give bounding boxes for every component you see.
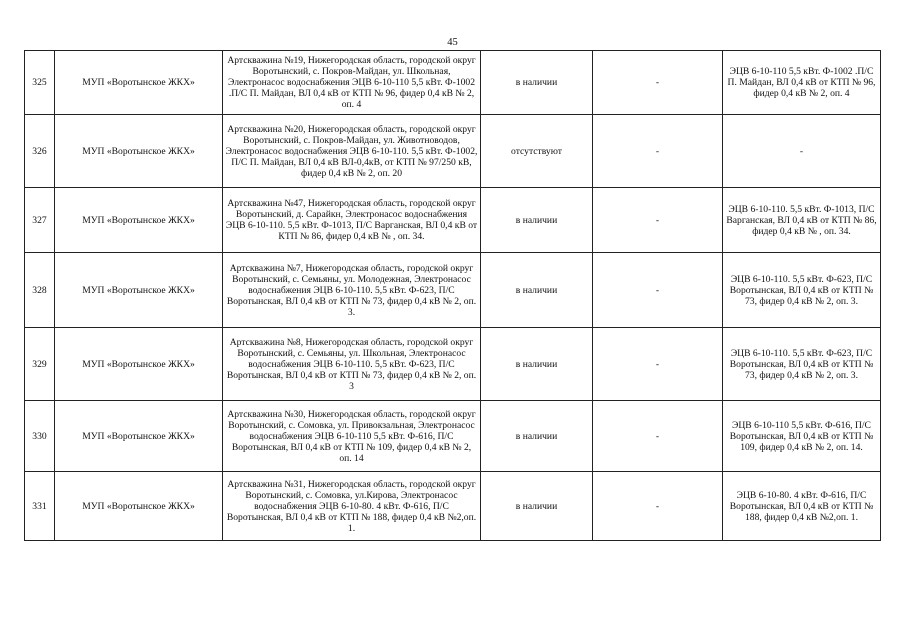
- organization-cell: МУП «Воротынское ЖКХ»: [55, 51, 223, 115]
- status-cell: в наличии: [481, 188, 593, 253]
- dash-cell: -: [593, 253, 723, 328]
- table-row: [25, 401, 881, 472]
- table-row: [25, 472, 881, 541]
- status-cell: отсутствуют: [481, 115, 593, 188]
- organization-cell: МУП «Воротынское ЖКХ»: [55, 188, 223, 253]
- table-row: [25, 253, 881, 328]
- organization-cell: МУП «Воротынское ЖКХ»: [55, 253, 223, 328]
- equipment-cell: ЭЦВ 6-10-110. 5,5 кВт. Ф-623, П/С Воротынская, ВЛ 0,4 кВ от КТП № 73, фидер 0,4 кВ № 2, оп. 3.: [723, 328, 881, 401]
- row-number: 330: [25, 401, 55, 472]
- dash-cell: -: [593, 51, 723, 115]
- row-number: 331: [25, 472, 55, 541]
- object-description-cell: Артскважина №8, Нижегородская область, городской округ Воротынский, с. Семьяны, ул. Школьная, Электронасос водоснабжения ЭЦВ 6-10-110. 5,5 кВт. Ф-623, П/С Воротынская, ВЛ 0,4 кВ от КТП № 73, фидер 0,4 кВ № 2, оп. 3: [223, 328, 481, 401]
- status-cell: в наличии: [481, 472, 593, 541]
- object-description-cell: Артскважина №47, Нижегородская область, городской округ Воротынский, д. Сарайкн, Электронасос водоснабжения ЭЦВ 6-10-110. 5,5 кВт. Ф-1013, П/С Варганская, ВЛ 0,4 кВ от КТП № 86, фидер 0,4 кВ № , оп. 34.: [223, 188, 481, 253]
- equipment-cell: ЭЦВ 6-10-110. 5,5 кВт. Ф-1013, П/С Варганская, ВЛ 0,4 кВ от КТП № 86, фидер 0,4 кВ № , оп. 34.: [723, 188, 881, 253]
- status-cell: в наличии: [481, 401, 593, 472]
- status-cell: в наличии: [481, 51, 593, 115]
- organization-cell: МУП «Воротынское ЖКХ»: [55, 115, 223, 188]
- dash-cell: -: [593, 472, 723, 541]
- equipment-cell: -: [723, 115, 881, 188]
- organization-cell: МУП «Воротынское ЖКХ»: [55, 328, 223, 401]
- page-number: 45: [447, 37, 458, 48]
- organization-cell: МУП «Воротынское ЖКХ»: [55, 472, 223, 541]
- registry-table: [24, 50, 881, 541]
- row-number: 329: [25, 328, 55, 401]
- equipment-cell: ЭЦВ 6-10-110. 5,5 кВт. Ф-623, П/С Воротынская, ВЛ 0,4 кВ от КТП № 73, фидер 0,4 кВ № 2, оп. 3.: [723, 253, 881, 328]
- equipment-cell: ЭЦВ 6-10-110 5,5 кВт. Ф-616, П/С Воротынская, ВЛ 0,4 кВ от КТП № 109, фидер 0,4 кВ № 2, оп. 14.: [723, 401, 881, 472]
- status-cell: в наличии: [481, 328, 593, 401]
- table-row: [25, 51, 881, 115]
- table-row: [25, 328, 881, 401]
- dash-cell: -: [593, 328, 723, 401]
- object-description-cell: Артскважина №30, Нижегородская область, городской округ Воротынский, с. Сомовка, ул. Привокзальная, Электронасос водоснабжения ЭЦВ 6-10-110 5,5 кВт. Ф-616, П/С Воротынская, ВЛ 0,4 кВ от КТП № 109, фидер 0,4 кВ № 2, оп. 14: [223, 401, 481, 472]
- table-row: [25, 188, 881, 253]
- object-description-cell: Артскважина №20, Нижегородская область, городской округ Воротынский, с. Покров-Майдан, ул. Животноводов, Электронасос водоснабжения ЭЦВ 6-10-110. 5,5 кВт. Ф-1002, П/С П. Майдан, ВЛ 0,4 кВ ВЛ-0,4кВ, от КТП № 97/250 кВ, фидер 0,4 кВ № 2, оп. 20: [223, 115, 481, 188]
- equipment-cell: ЭЦВ 6-10-110 5,5 кВт. Ф-1002 .П/С П. Майдан, ВЛ 0,4 кВ от КТП № 96, фидер 0,4 кВ № 2, оп. 4: [723, 51, 881, 115]
- row-number: 325: [25, 51, 55, 115]
- object-description-cell: Артскважина №31, Нижегородская область, городской округ Воротынский, с. Сомовка, ул.Кирова, Электронасос водоснабжения ЭЦВ 6-10-80. 4 кВт. Ф-616, П/С Воротынская, ВЛ 0,4 кВ от КТП № 188, фидер 0,4 кВ №2,оп. 1.: [223, 472, 481, 541]
- table-row: [25, 115, 881, 188]
- object-description-cell: Артскважина №19, Нижегородская область, городской округ Воротынский, с. Покров-Майдан, ул. Школьная, Электронасос водоснабжения ЭЦВ 6-10-110 5,5 кВт. Ф-1002 .П/С П. Майдан, ВЛ 0,4 кВ от КТП № 96, фидер 0,4 кВ № 2, оп. 4: [223, 51, 481, 115]
- dash-cell: -: [593, 188, 723, 253]
- dash-cell: -: [593, 401, 723, 472]
- status-cell: в наличии: [481, 253, 593, 328]
- equipment-cell: ЭЦВ 6-10-80. 4 кВт. Ф-616, П/С Воротынская, ВЛ 0,4 кВ от КТП № 188, фидер 0,4 кВ №2,оп. 1.: [723, 472, 881, 541]
- object-description-cell: Артскважина №7, Нижегородская область, городской округ Воротынский, с. Семьяны, ул. Молодежная, Электронасос водоснабжения ЭЦВ 6-10-110. 5,5 кВт. Ф-623, П/С Воротынская, ВЛ 0,4 кВ от КТП № 73, фидер 0,4 кВ № 2, оп. 3.: [223, 253, 481, 328]
- organization-cell: МУП «Воротынское ЖКХ»: [55, 401, 223, 472]
- row-number: 328: [25, 253, 55, 328]
- row-number: 327: [25, 188, 55, 253]
- dash-cell: -: [593, 115, 723, 188]
- row-number: 326: [25, 115, 55, 188]
